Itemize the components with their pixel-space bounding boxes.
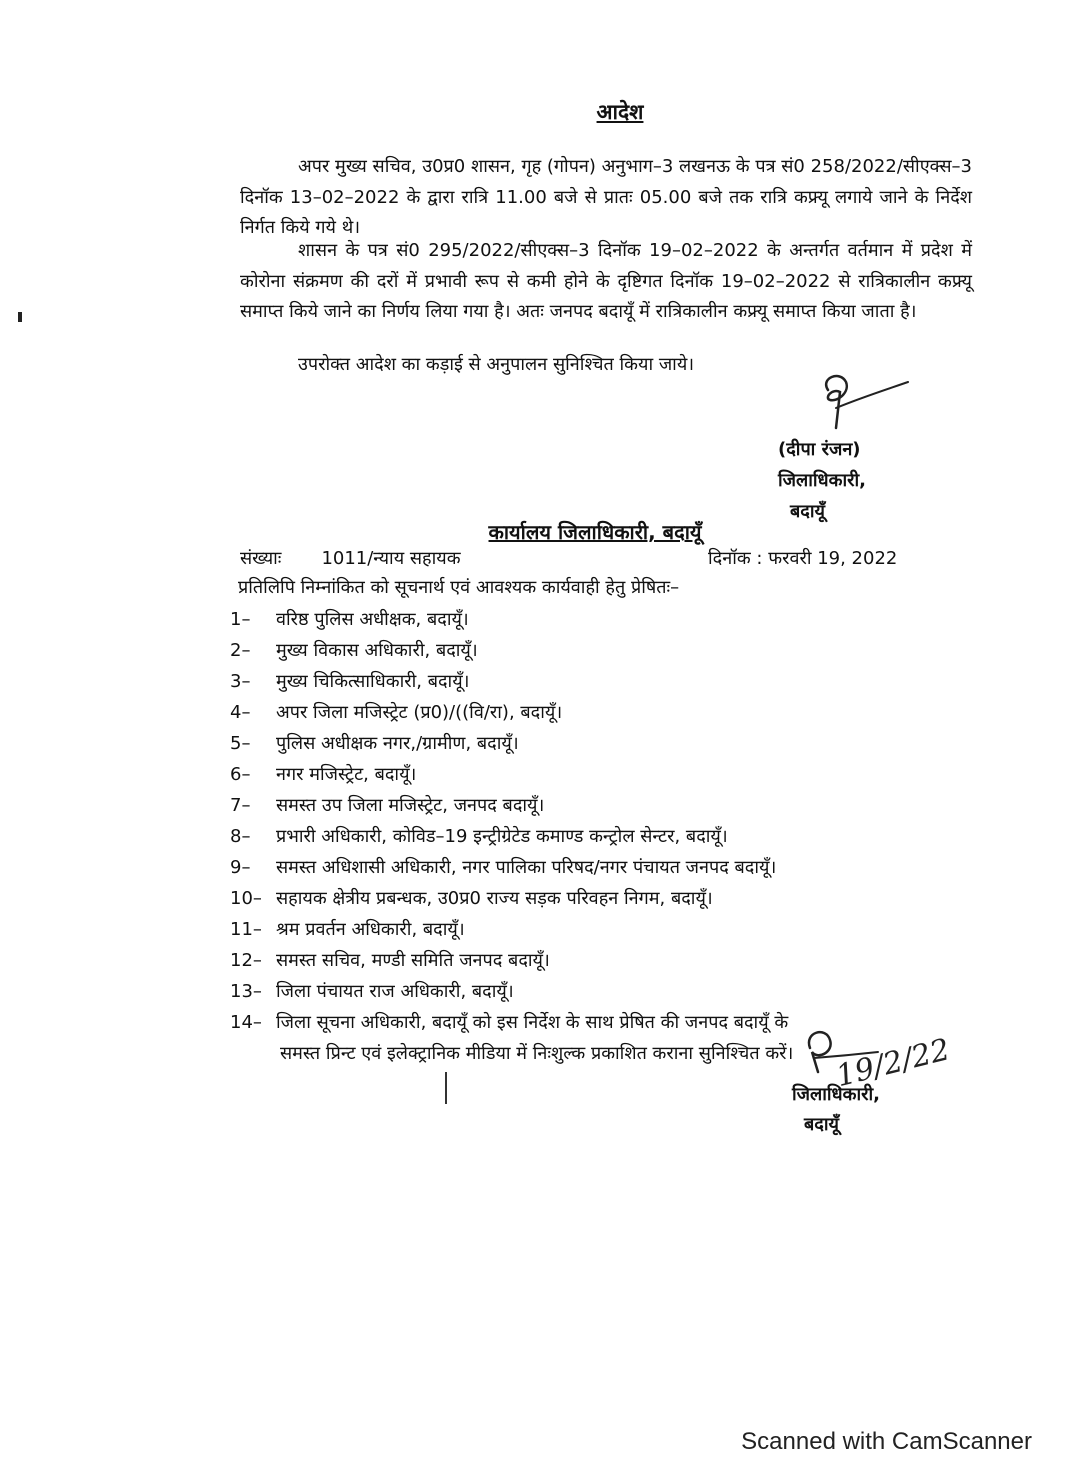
list-item-number: 6– xyxy=(230,764,251,785)
order-paragraph-3-text: उपरोक्त आदेश का कड़ाई से अनुपालन सुनिश्चित किया जाये। xyxy=(298,354,695,375)
signatory-designation: जिलाधिकारी, xyxy=(792,1084,880,1105)
reference-number xyxy=(240,546,461,570)
scan-edge-mark xyxy=(18,312,22,322)
list-item-text: मुख्य विकास अधिकारी, बदायूँ। xyxy=(276,640,478,661)
signature-date: 19/2/22 xyxy=(832,1032,954,1095)
list-item-number: 8– xyxy=(230,826,251,847)
reference-date: दिनॉक : फरवरी 19, 2022 xyxy=(708,548,898,569)
list-item xyxy=(230,728,975,759)
list-item-continuation: समस्त प्रिन्ट एवं इलेक्ट्रानिक मीडिया में निःशुल्क प्रकाशित कराना सुनिश्चित करें। xyxy=(280,1043,794,1064)
order-title: आदेश xyxy=(596,100,644,124)
list-item-number: 11– xyxy=(230,919,262,940)
list-item-number: 4– xyxy=(230,702,251,723)
signature-mark-2 xyxy=(800,1008,970,1095)
list-item-number: 1– xyxy=(230,609,251,630)
list-item-text: जिला सूचना अधिकारी, बदायूँ को इस निर्देश के साथ प्रेषित की जनपद बदायूँ के xyxy=(276,1012,789,1033)
signatory-designation: जिलाधिकारी, xyxy=(778,470,866,491)
camscanner-watermark: Scanned with CamScanner xyxy=(741,1428,1032,1455)
list-item-text: नगर मजिस्ट्रेट, बदायूँ। xyxy=(276,764,417,785)
order-paragraph-1 xyxy=(240,152,972,244)
list-item xyxy=(230,759,975,790)
list-item xyxy=(230,666,975,697)
list-item xyxy=(230,821,975,852)
list-item-text: प्रभारी अधिकारी, कोविड–19 इन्ट्रीग्रेटेड कमाण्ड कन्ट्रोल सेन्टर, बदायूँ। xyxy=(276,826,728,847)
list-item-number: 2– xyxy=(230,640,251,661)
list-item-text: समस्त सचिव, मण्डी समिति जनपद बदायूँ। xyxy=(276,950,550,971)
list-item xyxy=(230,852,975,883)
list-item xyxy=(230,790,975,821)
list-item-number: 13– xyxy=(230,981,262,1002)
recipient-list xyxy=(230,604,975,1069)
order-paragraph-1-text: अपर मुख्य सचिव, उ0प्र0 शासन, गृह (गोपन) अनुभाग–3 लखनऊ के पत्र सं0 258/2022/सीएक्स–3 दिनॉक 13–02–2022 के द्वारा रात्रि 11.00 बजे से प्रातः 05.00 बजे तक रात्रि कफ्र्यू लगाये जाने के निर्देश निर्गत किये गये थे। xyxy=(240,156,972,238)
order-paragraph-2 xyxy=(240,236,972,328)
list-item-number: 14– xyxy=(230,1012,262,1033)
list-item xyxy=(230,914,975,945)
signature-block-1 xyxy=(778,434,866,527)
signatory-place: बदायूँ xyxy=(804,1114,839,1135)
list-item-text: समस्त अधिशासी अधिकारी, नगर पालिका परिषद/नगर पंचायत जनपद बदायूँ। xyxy=(276,857,777,878)
list-item-number: 3– xyxy=(230,671,251,692)
forwarding-text: प्रतिलिपि निम्नांकित को सूचनार्थ एवं आवश्यक कार्यवाही हेतु प्रेषितः– xyxy=(238,577,680,598)
list-item-number: 9– xyxy=(230,857,251,878)
order-paragraph-2-text: शासन के पत्र सं0 295/2022/सीएक्स–3 दिनॉक 19–02–2022 के अन्तर्गत वर्तमान में प्रदेश में कोरोना संक्रमण की दरों में प्रभावी रूप से कमी होने के दृष्टिगत दिनॉक 19–02–2022 से रात्रिकालीन कफ्र्यू समाप्त किये जाने का निर्णय लिया गया है। अतः जनपद बदायूँ में रात्रिकालीन कफ्र्यू समाप्त किया जाता है। xyxy=(240,240,972,322)
list-item-number: 10– xyxy=(230,888,262,909)
list-item-text: वरिष्ठ पुलिस अधीक्षक, बदायूँ। xyxy=(276,609,469,630)
list-item-number: 7– xyxy=(230,795,251,816)
signatory-place: बदायूँ xyxy=(790,501,825,522)
signatory-name: (दीपा रंजन) xyxy=(778,439,861,460)
list-item xyxy=(230,697,975,728)
list-item-text: जिला पंचायत राज अधिकारी, बदायूँ। xyxy=(276,981,514,1002)
list-item xyxy=(230,945,975,976)
list-item-text: अपर जिला मजिस्ट्रेट (प्र0)/((वि/रा), बदायूँ। xyxy=(276,702,563,723)
list-item-number: 5– xyxy=(230,733,251,754)
reference-value: 1011/न्याय सहायक xyxy=(321,548,461,569)
list-item xyxy=(230,976,975,1007)
reference-label: संख्याः xyxy=(240,548,282,569)
list-item-number: 12– xyxy=(230,950,262,971)
scan-stray-mark xyxy=(445,1072,447,1104)
list-item xyxy=(230,883,975,914)
list-item-text: पुलिस अधीक्षक नगर,/ग्रामीण, बदायूँ। xyxy=(276,733,519,754)
list-item xyxy=(230,604,975,635)
signature-block-2 xyxy=(792,1080,880,1140)
office-heading: कार्यालय जिलाधिकारी, बदायूँ xyxy=(488,520,702,544)
list-item-text: श्रम प्रवर्तन अधिकारी, बदायूँ। xyxy=(276,919,465,940)
list-item-text: समस्त उप जिला मजिस्ट्रेट, जनपद बदायूँ। xyxy=(276,795,545,816)
list-item-text: मुख्य चिकित्साधिकारी, बदायूँ। xyxy=(276,671,470,692)
list-item xyxy=(230,635,975,666)
list-item-text: सहायक क्षेत्रीय प्रबन्धक, उ0प्र0 राज्य सड़क परिवहन निगम, बदायूँ। xyxy=(276,888,713,909)
